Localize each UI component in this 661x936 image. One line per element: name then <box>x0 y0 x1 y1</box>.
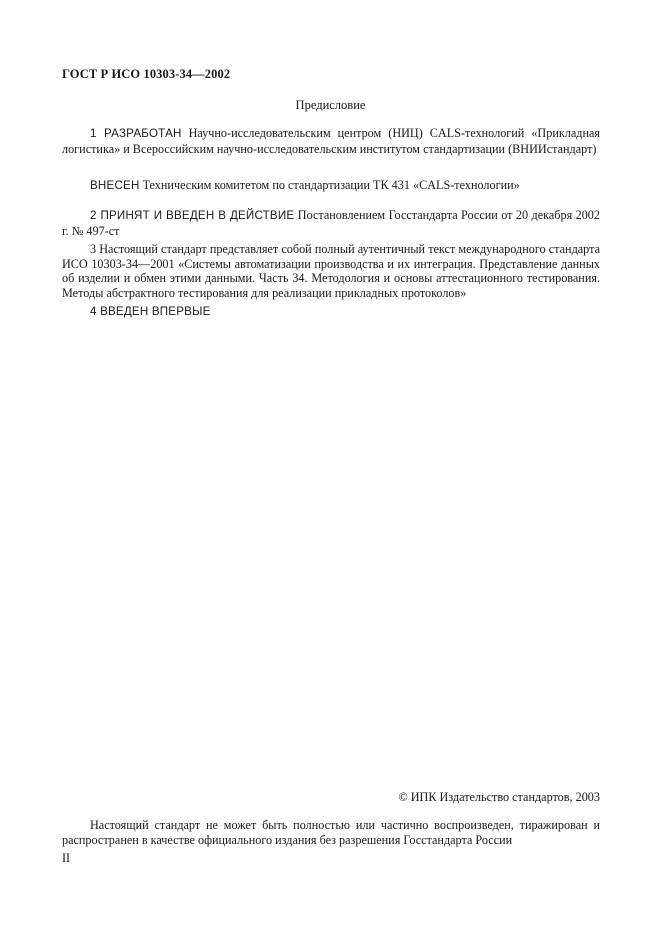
paragraph-first-introduced <box>62 304 600 320</box>
paragraph-adopted <box>62 208 600 238</box>
paragraph-lead: 2 ПРИНЯТ И ВВЕДЕН В ДЕЙСТВИЕ <box>90 209 295 222</box>
section-title: Предисловие <box>295 98 366 112</box>
paragraph-text: Научно-исследовательским центром (НИЦ) CALS-технологий «Прикладная логистика» и Всероссийским научно-исследовательским институтом стандартизации (ВНИИстандарт) <box>62 126 600 156</box>
paragraph-lead: ВНЕСЕН <box>90 179 140 192</box>
page-number: II <box>62 851 71 865</box>
paragraph-text: Постановлением Госстандарта России от 20 декабря 2002 г. № 497-ст <box>62 208 600 238</box>
paragraph-text: Настоящий стандарт представляет собой полный аутентичный текст международного стандарта ИСО 10303-34—2001 «Системы автоматизации производства и их интеграция. Представление данных об изделии и обмен этими данными. Часть 34. Методология и основы аттестационного тестирования. Методы абстрактного тестирования для реализации прикладных протоколов» <box>62 242 601 300</box>
document-code-header: ГОСТ Р ИСО 10303-34—2002 <box>62 67 231 81</box>
copyright-line: © ИПК Издательство стандартов, 2003 <box>398 790 600 804</box>
paragraph-lead: 3 <box>90 242 97 256</box>
reproduction-notice: Настоящий стандарт не может быть полностью или частично воспроизведен, тиражирован и распространен в качестве официального издания без разрешения Госстандарта России <box>62 818 600 847</box>
paragraph-developed <box>62 126 600 156</box>
paragraph-text: Техническим комитетом по стандартизации ТК 431 «CALS-технологии» <box>142 178 520 192</box>
paragraph-lead: 4 ВВЕДЕН ВПЕРВЫЕ <box>90 305 211 318</box>
paragraph-authentic-text <box>62 242 600 300</box>
paragraph-lead: 1 РАЗРАБОТАН <box>90 127 182 140</box>
paragraph-introduced <box>62 178 600 194</box>
